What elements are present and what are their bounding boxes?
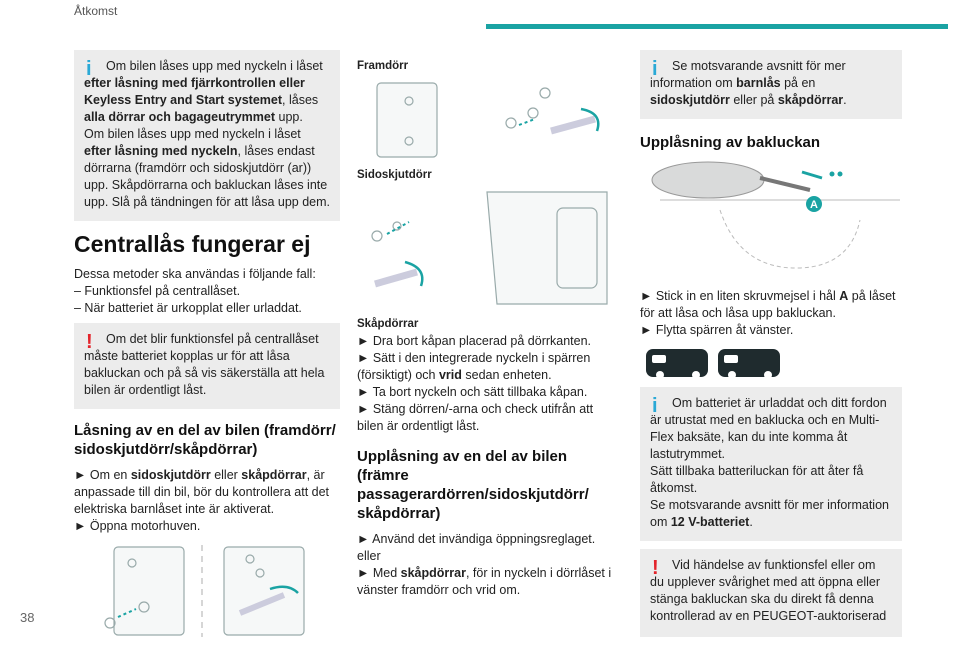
note-bold: skåpdörrar bbox=[777, 93, 844, 107]
note-text: Se motsvarande avsnitt för mer information om bbox=[650, 59, 846, 90]
step-text: ► Ta bort nyckeln och sätt tillbaka kåpan. bbox=[357, 385, 588, 399]
marker-a: A bbox=[810, 199, 818, 211]
column-middle bbox=[357, 50, 619, 599]
note-text: Om bilen låses upp med nyckeln i låset bbox=[84, 127, 301, 141]
text-bold: vrid bbox=[438, 368, 462, 382]
text: på låset för att låsa och låsa upp bakluckan. bbox=[640, 289, 896, 320]
subsection-title: Upplåsning av bakluckan bbox=[640, 134, 821, 151]
info-note-unlock-key bbox=[74, 50, 340, 221]
step-text: ► Dra bort kåpan placerad på dörrkanten. bbox=[357, 334, 592, 348]
step-text: ► Använd det invändiga öppningsreglaget. bbox=[357, 532, 596, 546]
subsection-title: Upplåsning av en del av bilen (främre passagerardörren/sidoskjutdörr/ skåpdörrar) bbox=[357, 448, 589, 522]
info-note-child-lock bbox=[640, 50, 902, 119]
door-lock-illustration bbox=[74, 543, 340, 639]
note-text: , låses endast dörrarna (framdörr och sidoskjutdörr (ar)) upp. Skåpdörrarna och bakluckan låses inte upp. Slå på tändningen för att låsa upp dem. bbox=[84, 144, 331, 209]
text: ► Sätt i den integrerade nyckeln i spärren (försiktigt) och bbox=[357, 351, 591, 382]
text-bold: A bbox=[839, 289, 849, 303]
step-text bbox=[357, 565, 619, 599]
column-right bbox=[640, 50, 902, 645]
note-bold: alla dörrar och bagageutrymmet bbox=[84, 110, 276, 124]
note-bold: efter låsning med fjärrkontrollen eller Keyless Entry and Start systemet bbox=[84, 76, 305, 107]
note-bold: efter låsning med nyckeln bbox=[84, 144, 238, 158]
note-text: Om bilen låses upp med nyckeln i låset bbox=[106, 59, 323, 73]
step-text: eller bbox=[357, 549, 381, 563]
paragraph bbox=[74, 467, 340, 518]
note-text: på en bbox=[780, 76, 816, 90]
text: eller bbox=[210, 468, 242, 482]
figure-label-sliding-door: Sidoskjutdörr bbox=[357, 169, 432, 181]
text: , för in nyckeln i dörrlåset i vänster framdörr och vrid om. bbox=[357, 566, 612, 597]
front-door-lock-illustration bbox=[357, 79, 619, 159]
note-bold: sidoskjutdörr bbox=[650, 93, 730, 107]
column-left bbox=[74, 50, 340, 639]
note-text: . bbox=[843, 93, 847, 107]
page-header-section: Åtkomst bbox=[74, 4, 118, 18]
note-bold: 12 V-batteriet bbox=[670, 515, 750, 529]
section-title: Centrallås fungerar ej bbox=[74, 231, 311, 257]
note-text: . bbox=[749, 515, 753, 529]
text-bold: skåpdörrar bbox=[400, 566, 466, 580]
step-text: ► Flytta spärren åt vänster. bbox=[640, 323, 794, 337]
note-text: eller på bbox=[729, 93, 778, 107]
list-item: – Funktionsfel på centrallåset. bbox=[74, 284, 241, 298]
note-text: Sätt tillbaka batteriluckan för att åter få åtkomst. bbox=[650, 464, 864, 495]
step-text: ► Stäng dörren/-arna och check utifrån att bilen är ordentligt låst. bbox=[357, 402, 594, 433]
text: , är anpassade till din bil, bör du kontrollera att det elektriska barnlåset inte är aktiverat. bbox=[74, 468, 330, 516]
note-text: , låses bbox=[282, 93, 319, 107]
note-text: Se motsvarande avsnitt för mer information om bbox=[650, 498, 889, 529]
subsection-title: Låsning av en del av bilen (framdörr/ sidoskjutdörr/skåpdörrar) bbox=[74, 422, 336, 458]
van-icon bbox=[646, 349, 780, 377]
note-bold: barnlås bbox=[736, 76, 781, 90]
note-text: Om det blir funktionsfel på centrallåset måste batteriet kopplas ur för att låsa bakluckan och på så vis säkerställa att hela bilen är ordentligt låst. bbox=[84, 332, 325, 397]
header-accent-bar bbox=[486, 24, 948, 29]
info-icon: i bbox=[652, 395, 658, 417]
step-text bbox=[357, 350, 619, 384]
warning-icon: ! bbox=[652, 557, 659, 579]
note-text: Vid händelse av funktionsfel eller om du upplever svårighet med att öppna eller stänga bakluckan ska du direkt få denna kontrollerad av en PEUGEOT-auktoriserad bbox=[650, 558, 887, 623]
figure-label-front-door: Framdörr bbox=[357, 60, 409, 72]
note-text: Om batteriet är urladdat och ditt fordon är utrustat med en baklucka och en Multi-Flex baksäte, kan du inte komma åt lastutrymmet. bbox=[650, 396, 887, 461]
van-models-icons bbox=[644, 345, 804, 379]
paragraph: ► Öppna motorhuven. bbox=[74, 519, 201, 533]
step-text bbox=[640, 288, 902, 322]
info-icon: i bbox=[86, 58, 92, 80]
text-bold: sidoskjutdörr bbox=[130, 468, 211, 482]
text: ► Om en bbox=[74, 468, 131, 482]
list-item: – När batteriet är urkopplat eller urladdat. bbox=[74, 301, 302, 315]
info-icon: i bbox=[652, 58, 658, 80]
intro-text: Dessa metoder ska användas i följande fall: bbox=[74, 267, 316, 281]
text: ► Med bbox=[357, 566, 401, 580]
warning-icon: ! bbox=[86, 331, 93, 353]
warning-note-battery bbox=[74, 323, 340, 409]
tailgate-unlock-illustration bbox=[650, 160, 912, 280]
page-number: 38 bbox=[20, 610, 35, 625]
subheading-van-doors: Skåpdörrar bbox=[357, 318, 419, 330]
text-bold: skåpdörrar bbox=[241, 468, 307, 482]
sliding-door-lock-illustration bbox=[357, 188, 619, 308]
text: sedan enheten. bbox=[461, 368, 552, 382]
note-text: upp. bbox=[275, 110, 303, 124]
warning-note-tailgate bbox=[640, 549, 902, 637]
text: ► Stick in en liten skruvmejsel i hål bbox=[640, 289, 840, 303]
info-note-battery-multiflex bbox=[640, 387, 902, 541]
